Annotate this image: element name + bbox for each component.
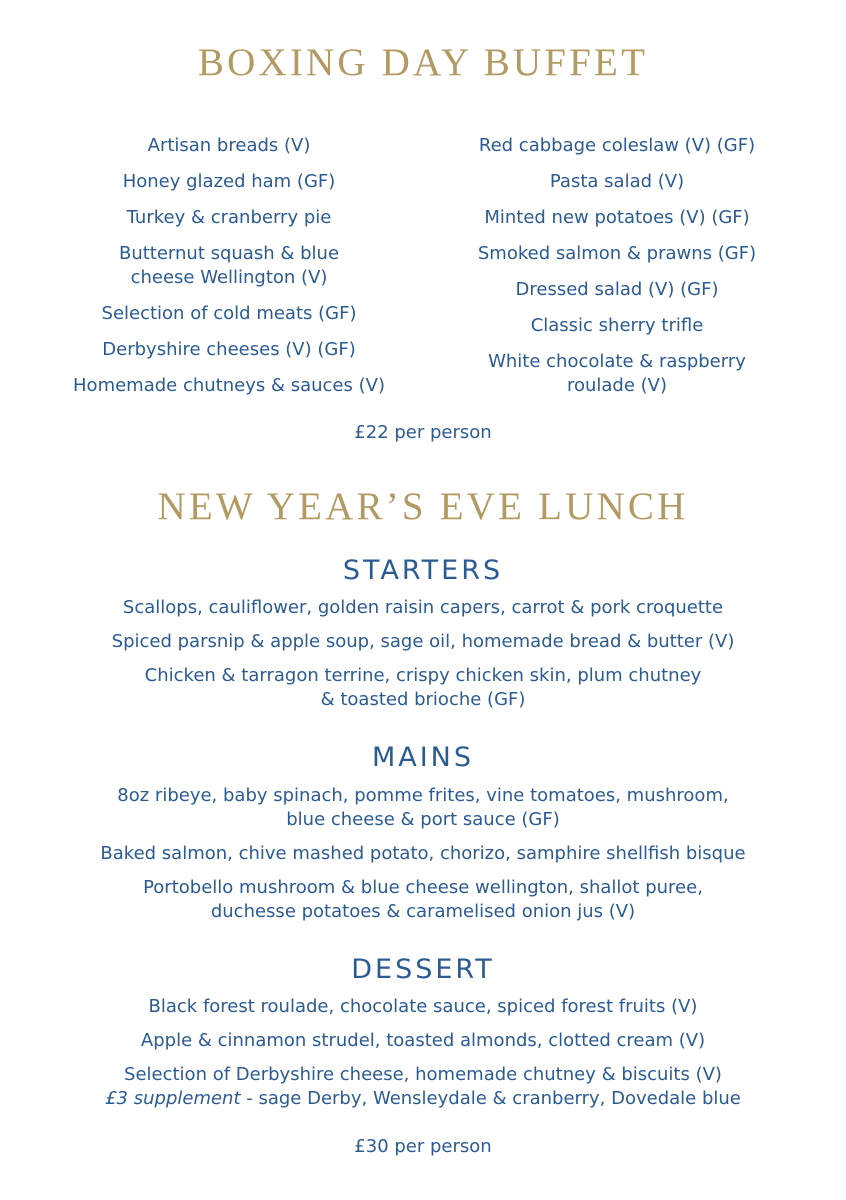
main-item: Portobello mushroom & blue cheese wellington, shallot puree, [143,877,703,898]
boxing-day-left-column [40,134,418,410]
supplement-text: - sage Derby, Wensleydale & cranberry, Dovedale blue [240,1088,741,1109]
menu-item: Butternut squash & blue cheese Wellington (V) [118,243,340,288]
menu-item: Red cabbage coleslaw (V) (GF) [478,135,756,156]
menu-item: Smoked salmon & prawns (GF) [477,243,757,264]
starter-item: Spiced parsnip & apple soup, sage oil, homemade bread & butter (V) [111,631,735,652]
boxing-day-price: £22 per person [354,422,492,443]
new-years-eve-title: NEW YEAR’S EVE LUNCH [157,485,689,528]
dessert-item: Apple & cinnamon strudel, toasted almonds, clotted cream (V) [140,1030,706,1051]
menu-item: Turkey & cranberry pie [126,207,332,228]
supplement-label: £3 supplement [105,1088,241,1109]
boxing-day-title: BOXING DAY BUFFET [197,41,649,84]
menu-item: Classic sherry trifle [530,315,704,336]
main-item: Baked salmon, chive mashed potato, chorizo, samphire shellfish bisque [100,843,746,864]
main-item: 8oz ribeye, baby spinach, pomme frites, vine tomatoes, mushroom, [117,785,729,806]
starter-item: Chicken & tarragon terrine, crispy chicken skin, plum chutney [144,665,702,686]
cheese-supplement-line [40,1087,806,1111]
menu-item: Selection of cold meats (GF) [101,303,357,324]
menu-item: Artisan breads (V) [147,135,311,156]
dessert-item: Selection of Derbyshire cheese, homemade chutney & biscuits (V) [124,1064,722,1085]
starter-item-continued: & toasted brioche (GF) [320,689,526,710]
menu-item: Homemade chutneys & sauces (V) [73,375,385,396]
menu-item: Pasta salad (V) [549,171,685,192]
starters-heading: STARTERS [342,555,504,586]
new-years-eve-price: £30 per person [354,1136,492,1157]
starter-item: Scallops, cauliflower, golden raisin capers, carrot & pork croquette [122,597,724,618]
boxing-day-right-column [440,134,794,410]
main-item-continued: duchesse potatoes & caramelised onion jus (V) [210,901,636,922]
dessert-item: Black forest roulade, chocolate sauce, spiced forest fruits (V) [148,996,698,1017]
main-item-continued: blue cheese & port sauce (GF) [286,809,560,830]
dessert-heading: DESSERT [351,954,495,985]
menu-item: Derbyshire cheeses (V) (GF) [102,339,356,360]
menu-item: Dressed salad (V) (GF) [515,279,719,300]
menu-item: Minted new potatoes (V) (GF) [484,207,750,228]
mains-heading: MAINS [371,742,475,773]
menu-item: White chocolate & raspberry roulade (V) [488,351,746,396]
menu-item: Honey glazed ham (GF) [122,171,336,192]
